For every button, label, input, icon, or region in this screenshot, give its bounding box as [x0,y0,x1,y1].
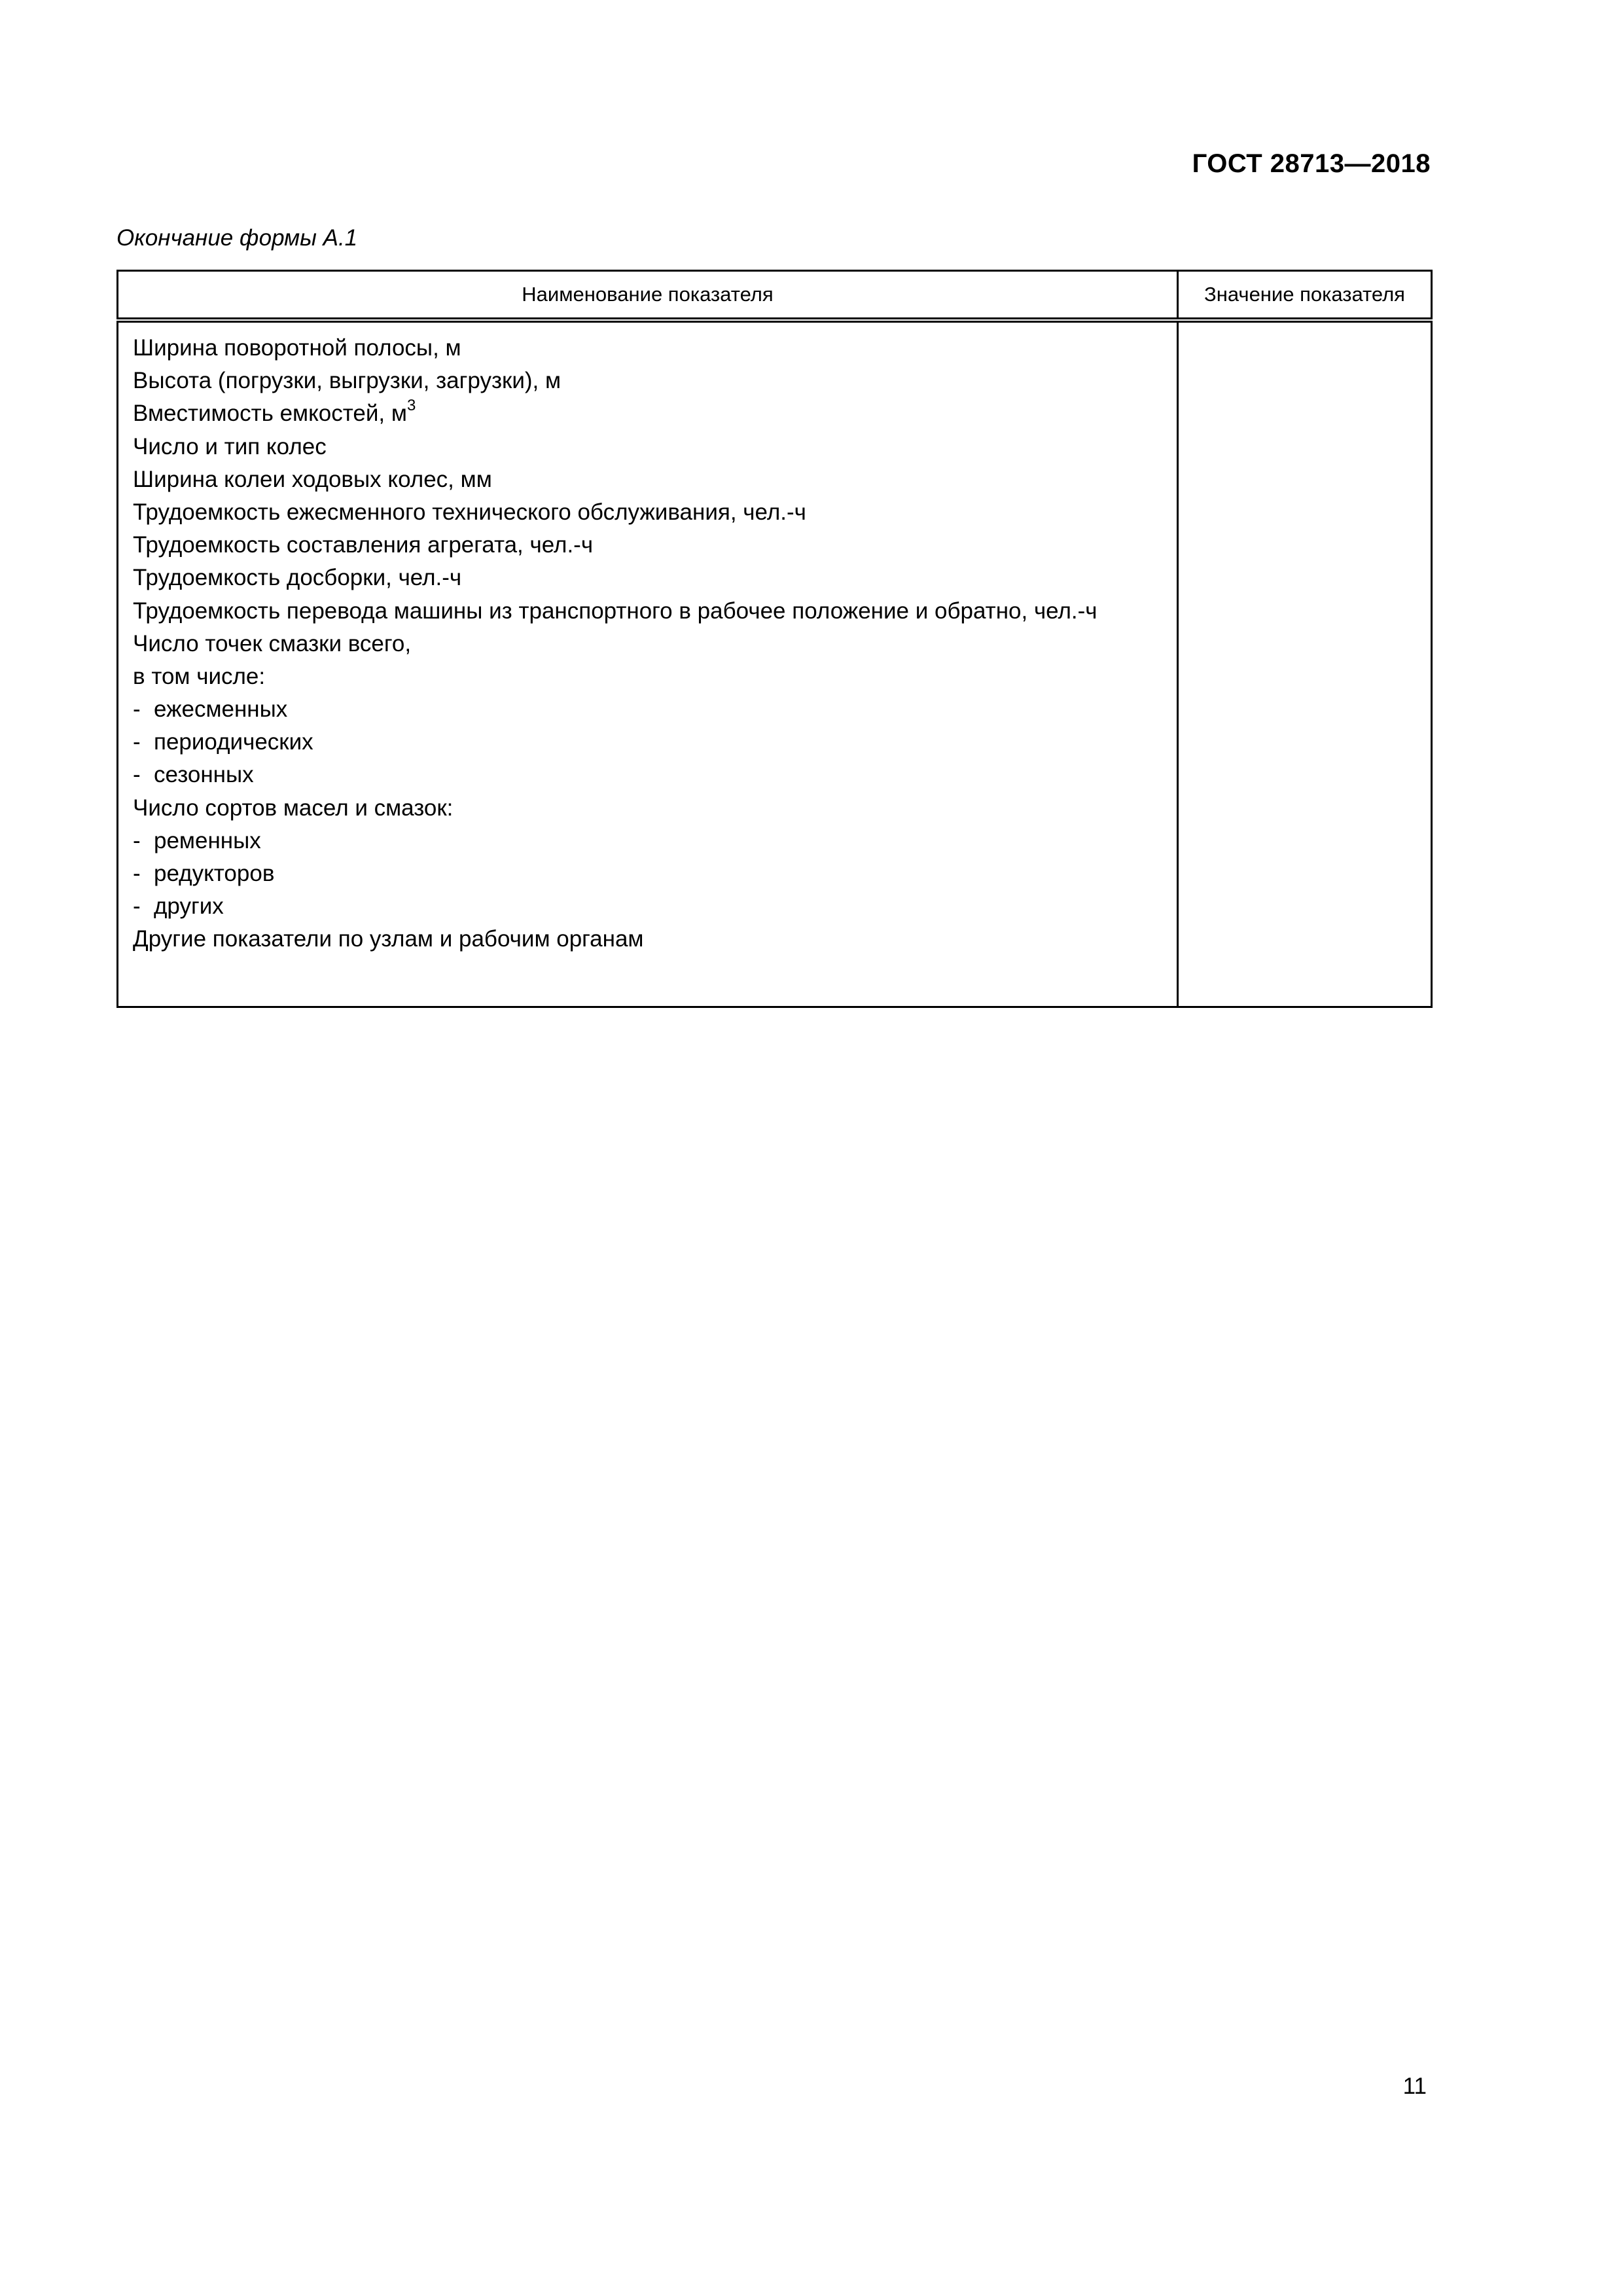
indicator-label: Другие показатели по узлам и рабочим органам [133,926,644,952]
indicator-row [133,890,1164,923]
indicator-values-cell [1178,320,1432,1007]
table-caption: Окончание формы А.1 [116,225,358,251]
indicator-row [133,431,1164,463]
unit-superscript: 3 [406,396,416,414]
indicator-label: Число точек смазки всего, [133,630,412,656]
column-header-indicator-name: Наименование показателя [118,271,1178,321]
indicator-names-cell [118,320,1178,1007]
indicator-row [133,562,1164,594]
indicator-label: ременных [154,827,261,853]
indicator-label: периодических [154,729,313,755]
column-header-indicator-value: Значение показателя [1178,271,1432,321]
indicator-label: ежесменных [154,696,288,723]
list-dash: - [133,762,141,788]
indicator-row [133,759,1164,791]
indicator-label: в том числе: [133,663,266,689]
indicator-row [133,332,1164,365]
indicator-label: Ширина колеи ходовых колес, мм [133,466,492,492]
list-dash: - [133,696,141,723]
page-number: 11 [1402,2073,1427,2099]
indicator-row [133,660,1164,693]
list-dash: - [133,861,141,886]
list-dash: - [133,893,141,920]
indicator-row [133,496,1164,529]
list-dash: - [133,827,141,853]
indicator-row [133,857,1164,890]
indicator-row [133,529,1164,562]
list-dash: - [133,729,141,755]
indicator-label: редукторов [154,861,275,886]
indicator-row [133,726,1164,759]
indicator-label: Число сортов масел и смазок: [133,795,454,821]
indicator-row [133,463,1164,496]
indicator-row [133,792,1164,825]
indicator-label: Вместимость емкостей, м [133,401,407,427]
indicator-label: сезонных [154,762,254,788]
indicator-row [133,825,1164,857]
indicator-row [133,595,1164,628]
indicator-row [133,365,1164,397]
indicator-label: Высота (погрузки, выгрузки, загрузки), м [133,368,562,394]
indicator-label: Число и тип колес [133,433,327,459]
indicator-row [133,628,1164,660]
indicator-label: Трудоемкость досборки, чел.-ч [133,565,462,591]
indicator-label: Трудоемкость перевода машины из транспортного в рабочее положение и обратно, чел.-ч [133,598,1097,624]
indicator-row [133,693,1164,726]
indicator-label: Ширина поворотной полосы, м [133,335,461,361]
indicator-label: других [154,893,224,920]
document-code: ГОСТ 28713—2018 [1192,149,1431,178]
table-header-row [118,271,1432,321]
indicator-row [133,923,1164,956]
indicator-row [133,397,1164,430]
indicators-table [116,270,1433,1008]
table-row [118,320,1432,1007]
indicator-label: Трудоемкость составления агрегата, чел.-ч [133,532,594,558]
indicator-label: Трудоемкость ежесменного технического обслуживания, чел.-ч [133,499,806,525]
